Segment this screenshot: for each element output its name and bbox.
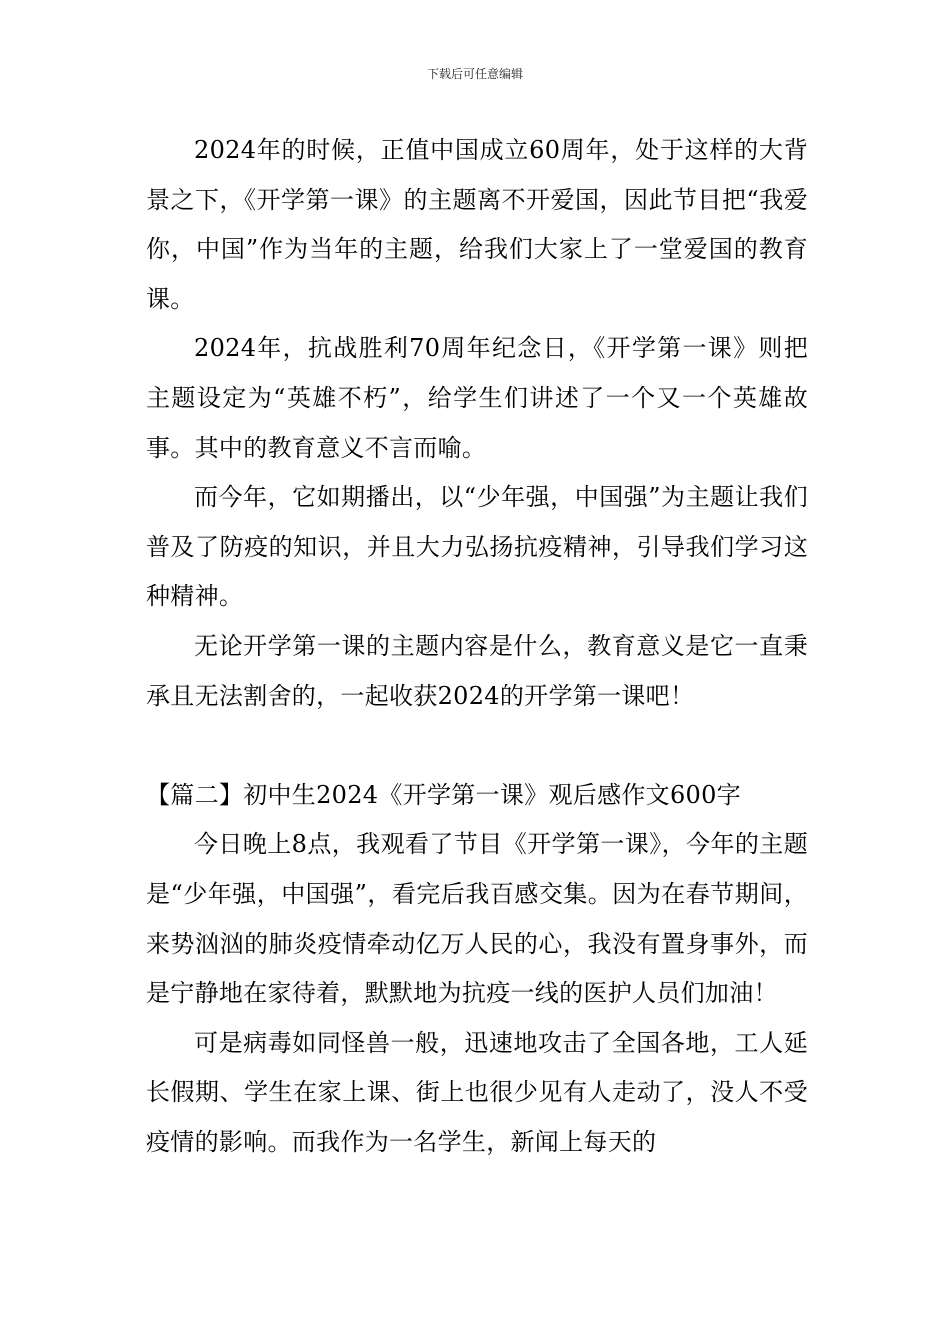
paragraph: 而今年，它如期播出，以“少年强，中国强”为主题让我们普及了防疫的知识，并且大力弘扬抗疫精神，引导我们学习这种精神。 — [146, 483, 808, 611]
paragraph: 今日晚上8点，我观看了节目《开学第一课》，今年的主题是“少年强，中国强”，看完后我百感交集。因为在春节期间，来势汹汹的肺炎疫情牵动亿万人民的心，我没有置身事外，而是宁静地在家待着，默默地为抗疫一线的医护人员们加油！ — [146, 830, 808, 1008]
page-header-note: 下载后可任意编辑 — [426, 67, 523, 81]
document-body — [146, 126, 808, 1167]
blank-line — [146, 721, 808, 771]
paragraph: 2024年，抗战胜利70周年纪念日，《开学第一课》则把主题设定为“英雄不朽”，给学生们讲述了一个又一个英雄故事。其中的教育意义不言而喻。 — [146, 334, 808, 462]
paragraph: 无论开学第一课的主题内容是什么，教育意义是它一直秉承且无法割舍的，一起收获2024的开学第一课吧！ — [146, 631, 808, 710]
paragraph: 可是病毒如同怪兽一般，迅速地攻击了全国各地，工人延长假期、学生在家上课、街上也很少见有人走动了，没人不受疫情的影响。而我作为一名学生，新闻上每天的 — [146, 1028, 808, 1156]
section-title: 【篇二】初中生2024《开学第一课》观后感作文600字 — [146, 780, 741, 809]
paragraph: 2024年的时候，正值中国成立60周年，处于这样的大背景之下，《开学第一课》的主题离不开爱国，因此节目把“我爱你，中国”作为当年的主题，给我们大家上了一堂爱国的教育课。 — [146, 136, 808, 313]
